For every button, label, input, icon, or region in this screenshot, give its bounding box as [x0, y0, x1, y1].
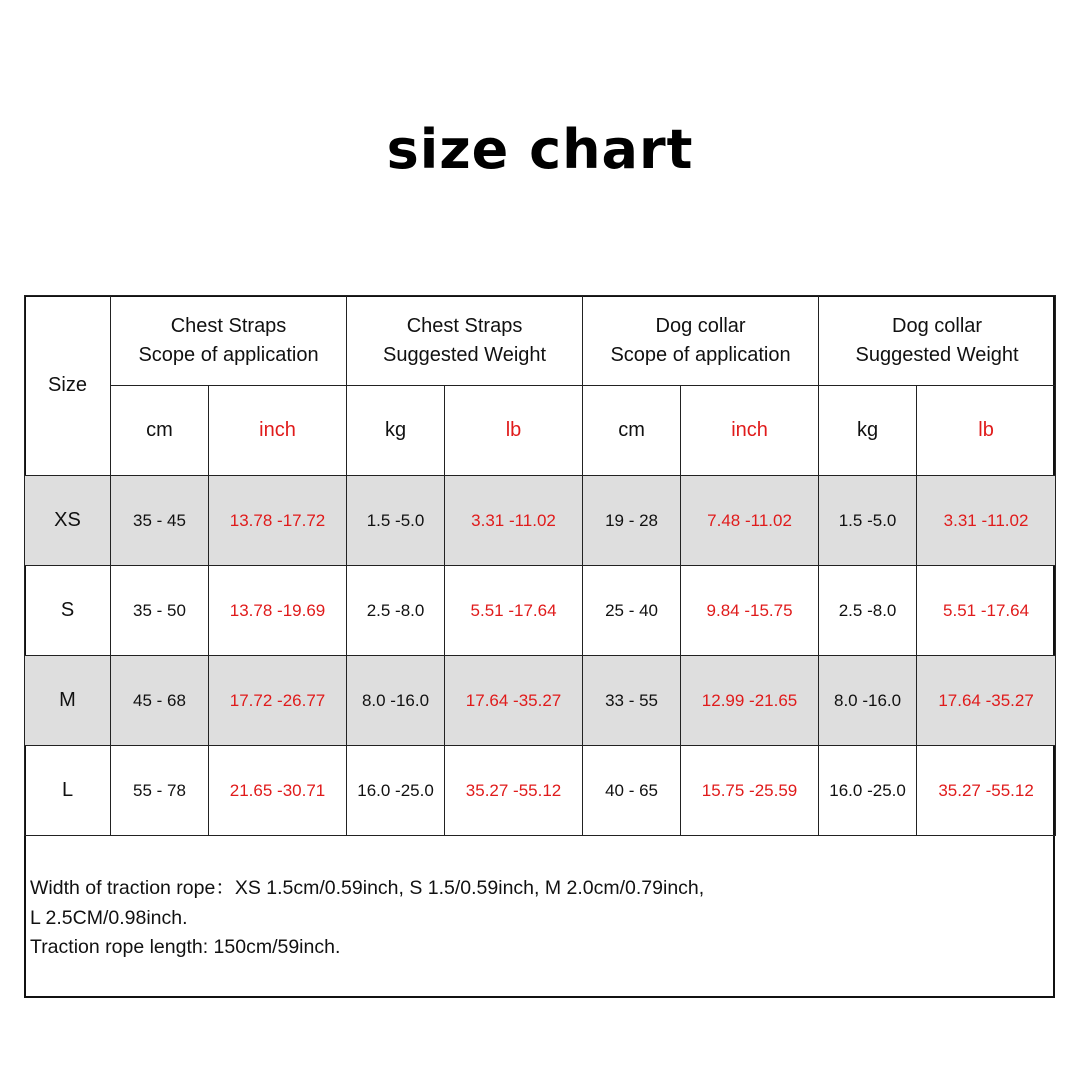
collar-inch-cell: 9.84 -15.75: [681, 566, 819, 656]
table-row-m: [25, 656, 1056, 746]
chest-kg-cell: 16.0 -25.0: [347, 746, 445, 836]
collar-lb-cell: 3.31 -11.02: [917, 476, 1056, 566]
size-label: M: [25, 656, 111, 746]
size-column-header: Size: [25, 296, 111, 476]
collar-cm-cell: 33 - 55: [583, 656, 681, 746]
chest-lb-cell: 35.27 -55.12: [445, 746, 583, 836]
unit-header-kg: kg: [819, 386, 917, 476]
size-label: XS: [25, 476, 111, 566]
chest-inch-cell: 17.72 -26.77: [209, 656, 347, 746]
collar-lb-cell: 5.51 -17.64: [917, 566, 1056, 656]
group-header-line2: Suggested Weight: [855, 343, 1019, 366]
group-header-line1: Dog collar: [655, 314, 746, 337]
chest-lb-cell: 5.51 -17.64: [445, 566, 583, 656]
unit-header-lb: lb: [445, 386, 583, 476]
chest-cm-cell: 35 - 45: [111, 476, 209, 566]
chest-inch-cell: 21.65 -30.71: [209, 746, 347, 836]
collar-lb-cell: 35.27 -55.12: [917, 746, 1056, 836]
group-header-chest-straps-scope: [111, 296, 347, 386]
unit-header-inch: inch: [681, 386, 819, 476]
group-header-line2: Scope of application: [610, 343, 791, 366]
collar-kg-cell: 1.5 -5.0: [819, 476, 917, 566]
chest-cm-cell: 45 - 68: [111, 656, 209, 746]
collar-inch-cell: 7.48 -11.02: [681, 476, 819, 566]
group-header-line2: Suggested Weight: [382, 343, 547, 366]
traction-rope-notes: [30, 874, 1040, 963]
group-header-dog-collar-weight: [819, 296, 1056, 386]
unit-header-cm: cm: [111, 386, 209, 476]
group-header-chest-straps-weight: [347, 296, 583, 386]
group-header-dog-collar-scope: [583, 296, 819, 386]
table-row-l: [25, 746, 1056, 836]
group-header-line1: Chest Straps: [406, 314, 523, 337]
page-title: size chart: [386, 118, 694, 181]
collar-inch-cell: 15.75 -25.59: [681, 746, 819, 836]
table-row-xs: [25, 476, 1056, 566]
collar-cm-cell: 40 - 65: [583, 746, 681, 836]
unit-header-inch: inch: [209, 386, 347, 476]
group-header-line1: Chest Straps: [170, 314, 287, 337]
chest-kg-cell: 2.5 -8.0: [347, 566, 445, 656]
chest-inch-cell: 13.78 -19.69: [209, 566, 347, 656]
table-row-s: [25, 566, 1056, 656]
chest-cm-cell: 35 - 50: [111, 566, 209, 656]
size-label: L: [25, 746, 111, 836]
collar-kg-cell: 16.0 -25.0: [819, 746, 917, 836]
unit-header-lb: lb: [917, 386, 1056, 476]
size-table: [24, 295, 1056, 836]
chest-cm-cell: 55 - 78: [111, 746, 209, 836]
collar-lb-cell: 17.64 -35.27: [917, 656, 1056, 746]
group-header-line2: Scope of application: [138, 343, 319, 366]
rope-width-note: Width of traction rope：XS 1.5cm/0.59inch, S 1.5/0.59inch, M 2.0cm/0.79inch,: [30, 877, 705, 899]
unit-header-cm: cm: [583, 386, 681, 476]
rope-width-note-continued: L 2.5CM/0.98inch.: [30, 906, 188, 929]
chest-kg-cell: 1.5 -5.0: [347, 476, 445, 566]
collar-kg-cell: 8.0 -16.0: [819, 656, 917, 746]
group-header-line1: Dog collar: [892, 314, 983, 337]
collar-kg-cell: 2.5 -8.0: [819, 566, 917, 656]
collar-inch-cell: 12.99 -21.65: [681, 656, 819, 746]
size-label: S: [25, 566, 111, 656]
chest-lb-cell: 3.31 -11.02: [445, 476, 583, 566]
unit-header-kg: kg: [347, 386, 445, 476]
collar-cm-cell: 19 - 28: [583, 476, 681, 566]
chest-lb-cell: 17.64 -35.27: [445, 656, 583, 746]
collar-cm-cell: 25 - 40: [583, 566, 681, 656]
rope-length-note: Traction rope length: 150cm/59inch.: [30, 936, 341, 958]
chest-inch-cell: 13.78 -17.72: [209, 476, 347, 566]
chest-kg-cell: 8.0 -16.0: [347, 656, 445, 746]
